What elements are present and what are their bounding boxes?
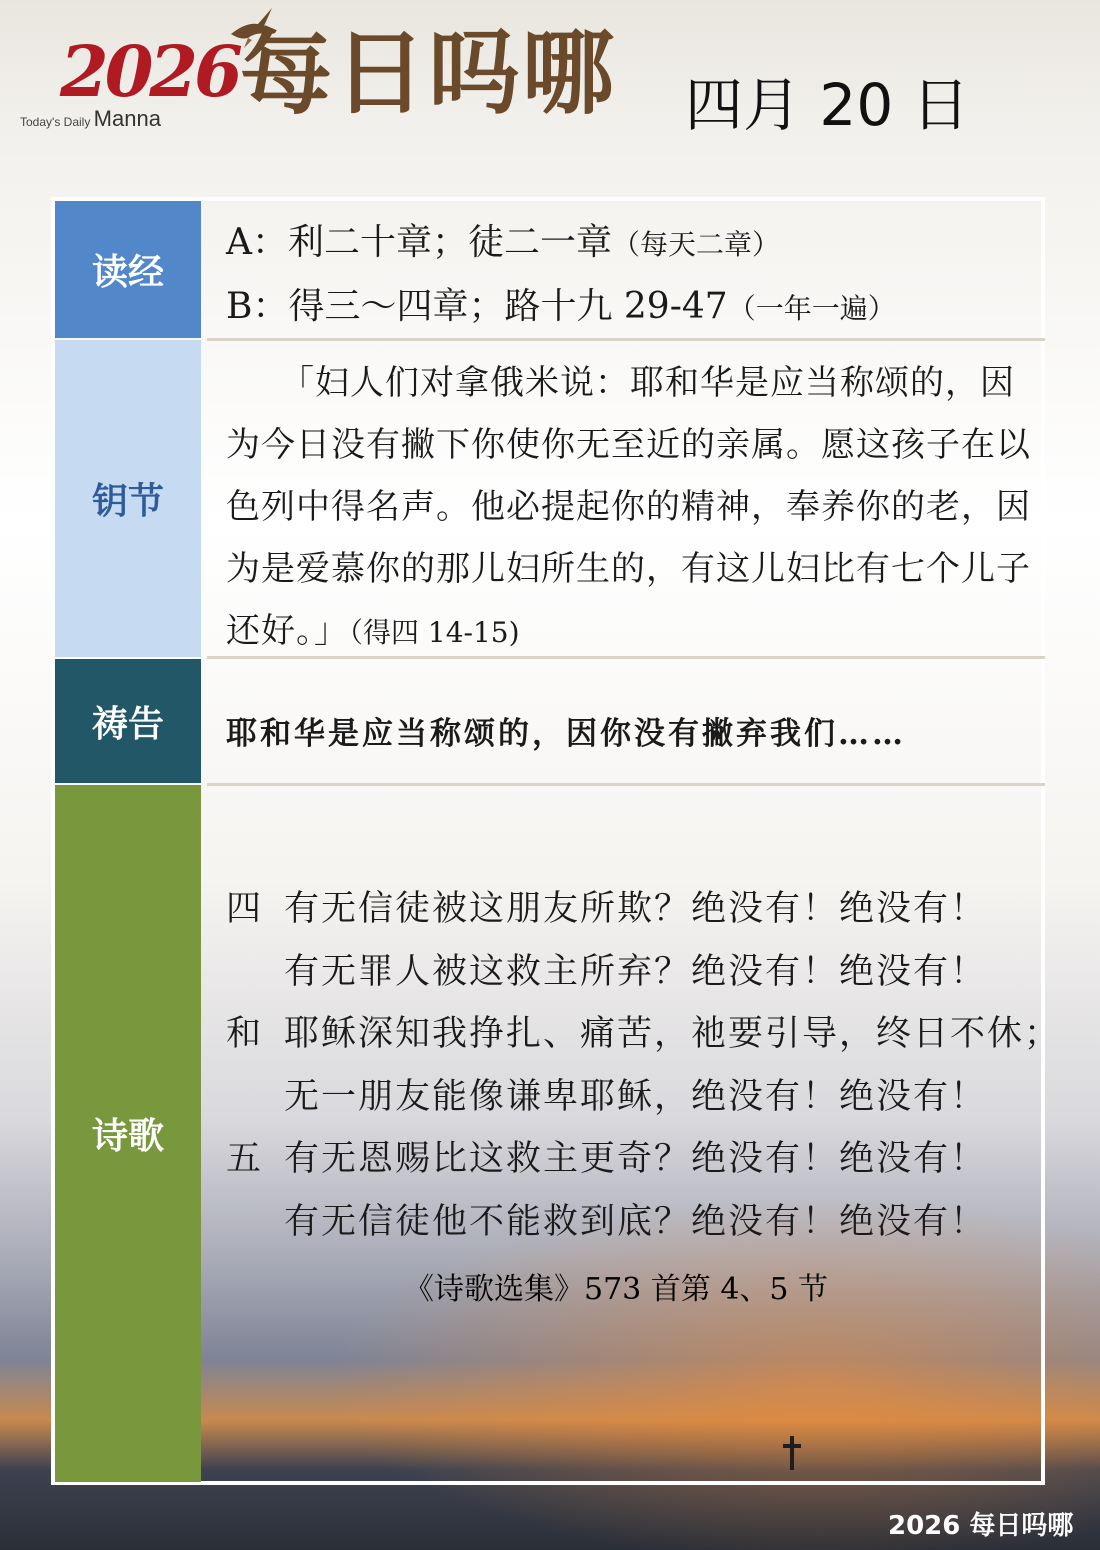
cross-icon	[781, 1436, 803, 1470]
date-heading: 四月 20 日	[685, 71, 970, 139]
hymn-label: 诗歌	[55, 785, 201, 1482]
reading-b-text: B：得三～四章；路十九 29-47	[226, 286, 728, 327]
logo-title: 每日吗哪	[240, 20, 617, 127]
key-verse-content	[226, 352, 1036, 664]
hymn-line-text: 有无信徒他不能救到底？绝没有！绝没有！	[284, 1201, 988, 1242]
hymn-line	[226, 1128, 1061, 1191]
hymn-line	[226, 1003, 1061, 1066]
reading-label: 读经	[55, 201, 201, 338]
hymn-line-text: 无一朋友能像谦卑耶稣，绝没有！绝没有！	[284, 1076, 988, 1117]
hymn-source: 《诗歌选集》573 首第 4、5 节	[404, 1272, 829, 1307]
key-verse-reference: （得四 14-15)	[349, 616, 520, 649]
hymn-line	[226, 1191, 1061, 1254]
divider-prayer	[207, 783, 1045, 786]
reading-a-note: （每天二章）	[612, 228, 781, 261]
hymn-stanza-number	[226, 1066, 284, 1129]
hymn-stanza-number: 五	[226, 1139, 264, 1179]
reading-b-note: （一年一遍）	[727, 292, 896, 325]
prayer-content	[226, 708, 906, 753]
reading-line-a	[226, 212, 896, 276]
hymn-line	[226, 1066, 1061, 1129]
logo-subtitle-prefix: Today's Daily	[20, 115, 94, 129]
reading-line-b	[226, 276, 896, 340]
key-verse-label: 钥节	[55, 340, 201, 657]
hymn-stanza-number: 和	[226, 1014, 264, 1054]
prayer-label: 祷告	[55, 659, 201, 783]
prayer-text: 耶和华是应当称颂的，因你没有撇弃我们……	[226, 716, 906, 752]
logo-subtitle-manna: Manna	[93, 106, 161, 131]
reading-a-text: A：利二十章；徒二一章	[226, 222, 612, 263]
logo-year: 2026	[60, 30, 239, 113]
logo-subtitle	[20, 106, 161, 132]
hymn-line	[226, 878, 1061, 941]
hymn-line-text: 有无罪人被这救主所弃？绝没有！绝没有！	[284, 951, 988, 992]
hymn-line	[226, 941, 1061, 1004]
hymn-content	[226, 878, 1061, 1253]
key-verse-body: 「妇人们对拿俄米说：耶和华是应当称颂的，因为今日没有撇下你使你无至近的亲属。愿这孩子在以色列中得名声。他必提起你的精神，奉养你的老，因为是爱慕你的那儿妇所生的，有这儿妇比有七个儿子还好。」	[226, 363, 1031, 651]
reading-content	[226, 212, 896, 340]
hymn-line-text: 有无信徒被这朋友所欺？绝没有！绝没有！	[284, 889, 988, 929]
hymn-stanza-number	[226, 1191, 284, 1254]
footer-brand: 2026 每日吗哪	[888, 1511, 1074, 1541]
hymn-stanza-number	[226, 941, 284, 1004]
hymn-line-text: 耶稣深知我挣扎、痛苦，祂要引导，终日不休；	[284, 1014, 1062, 1054]
hymn-line-text: 有无恩赐比这救主更奇？绝没有！绝没有！	[284, 1139, 988, 1179]
key-verse-text	[226, 352, 1036, 664]
hymn-stanza-number: 四	[226, 889, 264, 929]
